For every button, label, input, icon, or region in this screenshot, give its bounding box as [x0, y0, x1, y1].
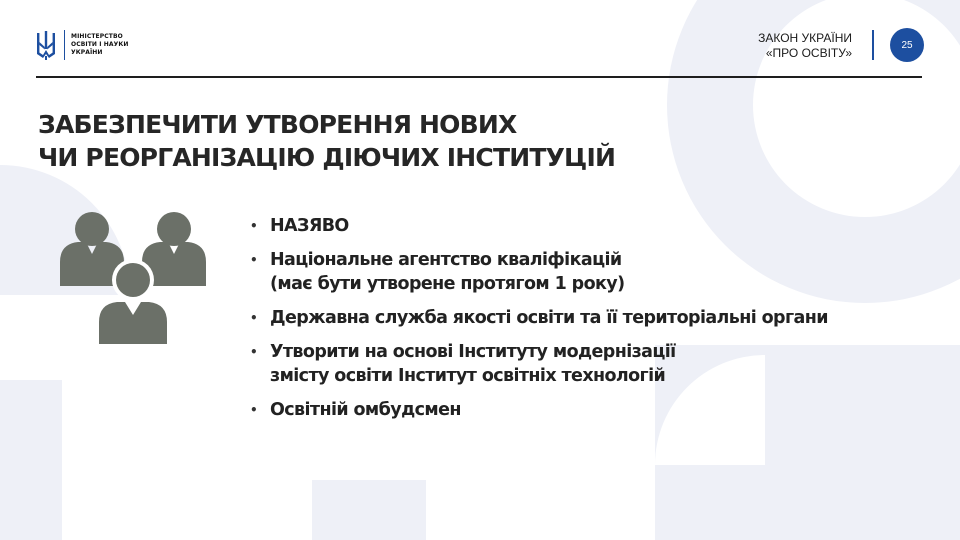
decor-bar-left	[0, 380, 62, 540]
list-item	[250, 398, 828, 422]
list-item-text: (має бути утворене протягом 1 року)	[270, 274, 625, 294]
title-line: ЧИ РЕОРГАНІЗАЦІЮ ДІЮЧИХ ІНСТИТУЦІЙ	[38, 143, 616, 172]
ministry-logo	[36, 30, 128, 60]
list-item-text: Утворити на основі Інституту модернізації	[270, 342, 676, 362]
people-group-icon	[58, 208, 218, 350]
bullet-list	[250, 214, 828, 432]
person-head	[116, 263, 150, 297]
law-line: «ПРО ОСВІТУ»	[765, 46, 852, 60]
bullet-marker: •	[250, 253, 258, 267]
list-item-text: Національне агентство кваліфікацій	[270, 250, 622, 270]
bullet-marker: •	[250, 345, 258, 359]
law-line: ЗАКОН УКРАЇНИ	[758, 31, 852, 45]
logo-divider	[64, 30, 65, 60]
title-line: ЗАБЕЗПЕЧИТИ УТВОРЕННЯ НОВИХ	[38, 110, 517, 139]
header-divider	[872, 30, 874, 60]
bullet-marker: •	[250, 403, 258, 417]
trident-icon	[36, 30, 56, 60]
list-item-text: НАЗЯВО	[270, 216, 349, 236]
list-item	[250, 248, 828, 296]
list-item-text: Освітній омбудсмен	[270, 400, 461, 420]
slide-title	[38, 108, 615, 174]
person-head	[157, 212, 191, 246]
list-item	[250, 214, 828, 238]
page-number-badge: 25	[890, 28, 924, 62]
ministry-line: ОСВІТИ І НАУКИ	[71, 41, 129, 48]
ministry-name	[71, 33, 128, 57]
law-title	[758, 31, 852, 61]
list-item	[250, 340, 828, 388]
bullet-marker: •	[250, 311, 258, 325]
list-item	[250, 306, 828, 330]
ministry-line: УКРАЇНИ	[71, 49, 103, 56]
header-rule	[36, 76, 922, 78]
list-item-text: змісту освіти Інститут освітніх технологій	[270, 366, 666, 386]
bullet-marker: •	[250, 219, 258, 233]
decor-rect-bottom	[312, 480, 426, 540]
ministry-line: МІНІСТЕРСТВО	[71, 33, 123, 40]
person-head	[75, 212, 109, 246]
list-item-text: Державна служба якості освіти та її територіальні органи	[270, 308, 828, 328]
